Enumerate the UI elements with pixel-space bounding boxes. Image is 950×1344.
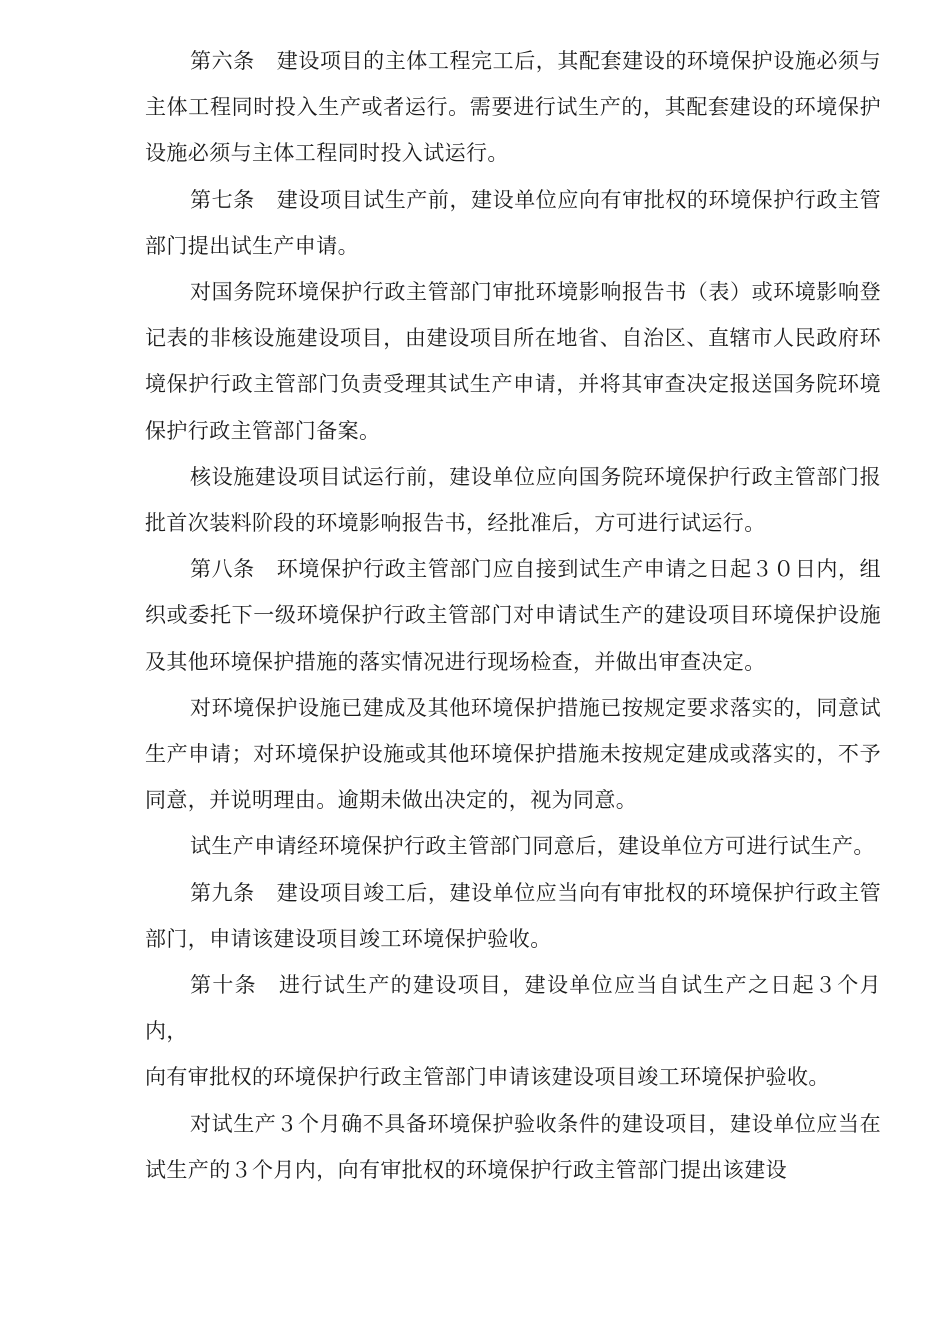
article-label: 第七条 [190,187,255,212]
article-label: 第九条 [190,880,255,905]
paragraph-article-7 [145,177,881,269]
document-body [145,38,881,1193]
paragraph-article-10 [145,962,881,1054]
paragraph-article-10-continued [145,1054,881,1100]
article-label: 第十条 [190,973,257,998]
paragraph-text: 对环境保护设施已建成及其他环境保护措施已按规定要求落实的，同意试生产申请；对环境保护设施或其他环境保护措施未按规定建成或落实的，不予同意，并说明理由。逾期未做出决定的，视为同意。 [145,695,881,813]
paragraph-text: 对试生产３个月确不具备环境保护验收条件的建设项目，建设单位应当在试生产的３个月内，向有审批权的环境保护行政主管部门提出该建设 [145,1111,881,1182]
article-label: 第八条 [190,557,255,582]
paragraph-text: 环境保护行政主管部门应自接到试生产申请之日起３０日内，组织或委托下一级环境保护行政主管部门对申请试生产的建设项目环境保护设施及其他环境保护措施的落实情况进行现场检查，并做出审查决定。 [145,557,881,674]
paragraph-text: 向有审批权的环境保护行政主管部门申请该建设项目竣工环境保护验收。 [145,1065,830,1090]
paragraph-nuclear-trial-run [145,454,881,546]
paragraph-text: 建设项目试生产前，建设单位应向有审批权的环境保护行政主管部门提出试生产申请。 [145,187,881,258]
paragraph-text: 核设施建设项目试运行前，建设单位应向国务院环境保护行政主管部门报批首次装料阶段的环境影响报告书，经批准后，方可进行试运行。 [145,464,881,536]
paragraph-article-6 [145,38,881,177]
paragraph-text: 建设项目的主体工程完工后，其配套建设的环境保护设施必须与主体工程同时投入生产或者运行。需要进行试生产的，其配套建设的环境保护设施必须与主体工程同时投入试运行。 [145,49,881,166]
article-label: 第六条 [190,49,255,73]
paragraph-non-nuclear-review [145,269,881,454]
paragraph-article-8 [145,546,881,685]
paragraph-text: 进行试生产的建设项目，建设单位应当自试生产之日起３个月内， [145,973,881,1044]
paragraph-text: 试生产申请经环境保护行政主管部门同意后，建设单位方可进行试生产。 [190,834,875,859]
paragraph-article-9 [145,870,881,962]
paragraph-text: 建设项目竣工后，建设单位应当向有审批权的环境保护行政主管部门，申请该建设项目竣工环境保护验收。 [145,880,881,951]
paragraph-approval-conditions [145,685,881,824]
paragraph-delayed-acceptance [145,1101,881,1193]
paragraph-text: 对国务院环境保护行政主管部门审批环境影响报告书（表）或环境影响登记表的非核设施建设项目，由建设项目所在地省、自治区、直辖市人民政府环境保护行政主管部门负责受理其试生产申请，并将其审查决定报送国务院环境保护行政主管部门备案。 [145,280,881,443]
paragraph-trial-production-start [145,823,881,869]
